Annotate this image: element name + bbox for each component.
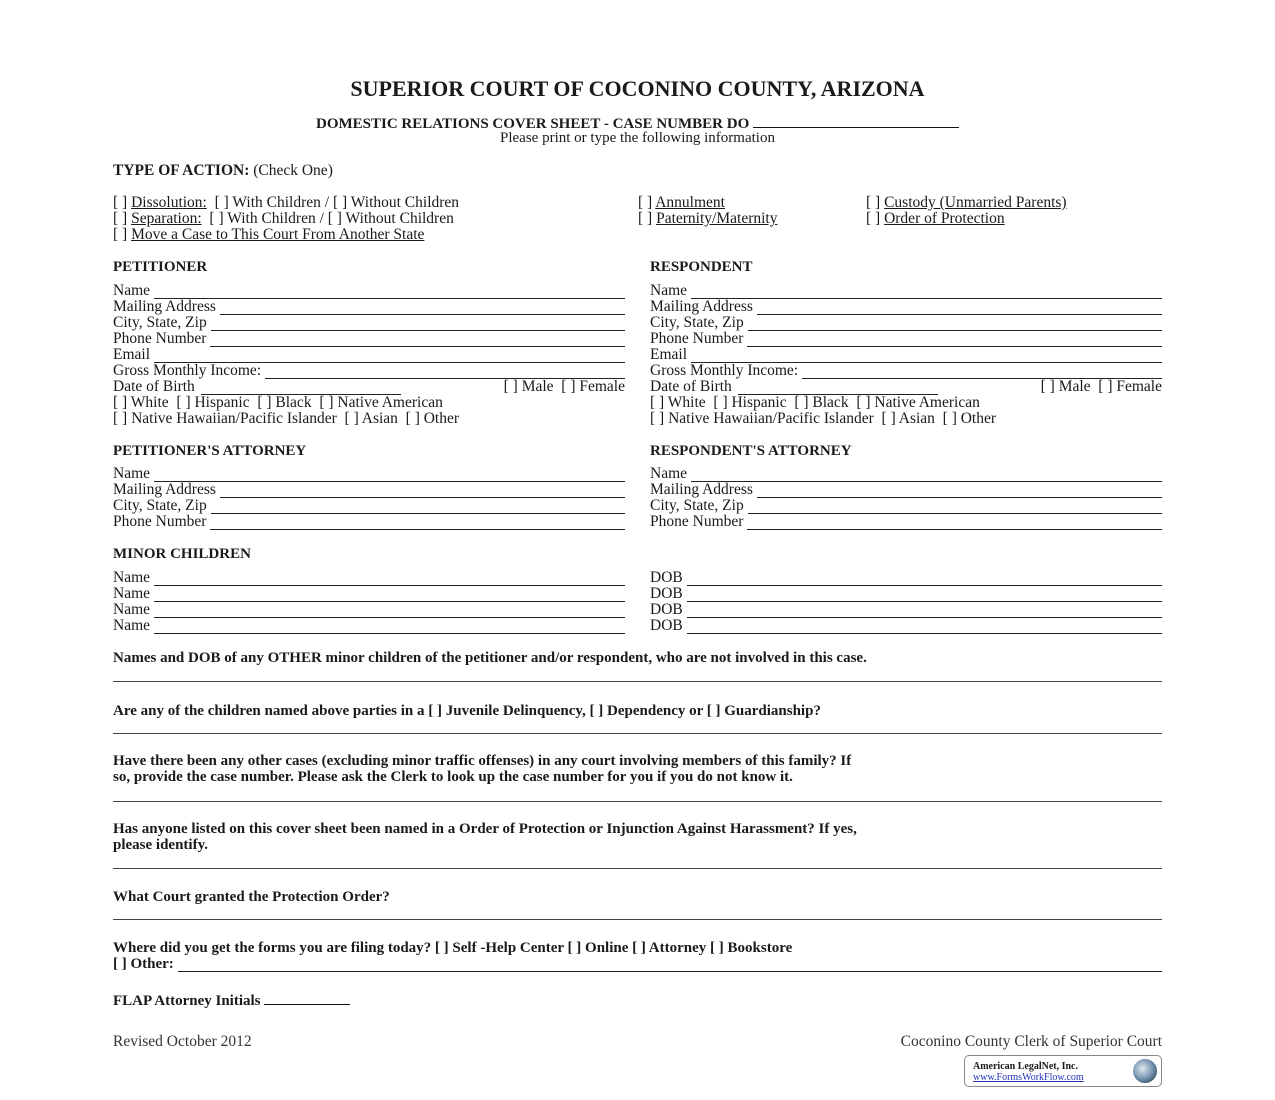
respondent-field-email bbox=[650, 347, 1162, 363]
custody-label: Custody (Unmarried Parents) bbox=[884, 194, 1067, 211]
resp_attorney-heading: RESPONDENT'S ATTORNEY bbox=[650, 443, 852, 459]
field-input[interactable] bbox=[211, 317, 625, 331]
field-label: Name bbox=[650, 282, 688, 299]
field-label: DOB bbox=[650, 601, 683, 618]
field-input[interactable] bbox=[687, 572, 1162, 586]
respondent-field-phone-number bbox=[650, 331, 1162, 347]
checkbox[interactable]: [ ] bbox=[113, 210, 128, 227]
field-label: Email bbox=[113, 346, 151, 363]
logo-url[interactable]: www.FormsWorkFlow.com bbox=[973, 1072, 1084, 1083]
child-dob-field bbox=[650, 586, 1162, 602]
action-dissolution[interactable] bbox=[113, 195, 459, 211]
action-custody[interactable] bbox=[866, 195, 1067, 211]
field-label: DOB bbox=[650, 569, 683, 586]
action-protection[interactable] bbox=[866, 211, 1005, 227]
flap-label: FLAP Attorney Initials bbox=[113, 993, 261, 1009]
child-dob-field bbox=[650, 618, 1162, 634]
answer-line[interactable] bbox=[113, 681, 1162, 682]
answer-line[interactable] bbox=[113, 733, 1162, 734]
dob-input[interactable] bbox=[201, 381, 401, 395]
field-label: Gross Monthly Income: bbox=[113, 362, 262, 379]
type-of-action bbox=[113, 163, 333, 179]
field-label: DOB bbox=[650, 585, 683, 602]
resp_attorney-field-mailing-address bbox=[650, 482, 1162, 498]
child-name-field bbox=[113, 618, 625, 634]
field-label: City, State, Zip bbox=[650, 497, 744, 514]
checkbox[interactable]: [ ] bbox=[638, 210, 653, 227]
field-input[interactable] bbox=[757, 484, 1162, 498]
checkbox[interactable]: [ ] bbox=[638, 194, 653, 211]
action-separation[interactable] bbox=[113, 211, 454, 227]
question-other-cases-2: so, provide the case number. Please ask the Clerk to look up the case number for you if you do not know it. bbox=[113, 769, 793, 785]
field-input[interactable] bbox=[220, 301, 625, 315]
field-input[interactable] bbox=[210, 333, 625, 347]
question-other-cases-1: Have there been any other cases (excluding minor traffic offenses) in any court involving members of this family? If bbox=[113, 753, 852, 769]
field-input[interactable] bbox=[210, 516, 625, 530]
checkbox[interactable]: [ ] bbox=[866, 194, 881, 211]
field-input[interactable] bbox=[691, 468, 1162, 482]
field-label: Name bbox=[650, 465, 688, 482]
petitioner-heading: PETITIONER bbox=[113, 259, 208, 275]
dob-label: Date of Birth bbox=[650, 378, 732, 395]
question-other-children: Names and DOB of any OTHER minor children of the petitioner and/or respondent, who are not involved in this case. bbox=[113, 650, 867, 666]
children-options[interactable]: [ ] With Children / [ ] Without Children bbox=[214, 194, 460, 211]
field-input[interactable] bbox=[747, 516, 1162, 530]
respondent-dob-row bbox=[650, 379, 1162, 395]
child-name-field bbox=[113, 586, 625, 602]
flap-input[interactable] bbox=[264, 991, 350, 1005]
field-label: Phone Number bbox=[113, 330, 207, 347]
field-input[interactable] bbox=[220, 484, 625, 498]
field-label: Name bbox=[113, 282, 151, 299]
field-label: Mailing Address bbox=[650, 298, 753, 315]
answer-line[interactable] bbox=[113, 919, 1162, 920]
respondent-race-options-2[interactable]: [ ] Native Hawaiian/Pacific Islander [ ] Asian [ ] Other bbox=[650, 410, 997, 427]
field-input[interactable] bbox=[154, 572, 625, 586]
dob-input[interactable] bbox=[738, 381, 938, 395]
annulment-label: Annulment bbox=[655, 194, 725, 211]
clerk-name: Coconino County Clerk of Superior Court bbox=[900, 1033, 1162, 1050]
gender-options[interactable]: [ ] Male [ ] Female bbox=[1040, 378, 1162, 395]
resp_attorney-field-city-state-zip bbox=[650, 498, 1162, 514]
field-input[interactable] bbox=[211, 500, 625, 514]
field-label: Name bbox=[113, 585, 151, 602]
action-paternity[interactable] bbox=[638, 211, 777, 227]
petitioner-race-options-1[interactable]: [ ] White [ ] Hispanic [ ] Black [ ] Native American bbox=[113, 394, 443, 411]
field-label: Mailing Address bbox=[113, 481, 216, 498]
pet_attorney-field-phone-number bbox=[113, 514, 625, 530]
dissolution-label: Dissolution: bbox=[131, 194, 207, 211]
dob-label: Date of Birth bbox=[113, 378, 195, 395]
field-input[interactable] bbox=[748, 317, 1162, 331]
petitioner-field-mailing-address bbox=[113, 299, 625, 315]
field-label: Phone Number bbox=[113, 513, 207, 530]
globe-icon bbox=[1133, 1059, 1157, 1083]
question-court: What Court granted the Protection Order? bbox=[113, 889, 390, 905]
field-input[interactable] bbox=[757, 301, 1162, 315]
field-input[interactable] bbox=[691, 285, 1162, 299]
logo-name: American LegalNet, Inc. bbox=[973, 1061, 1078, 1072]
field-label: Name bbox=[113, 569, 151, 586]
field-label: Name bbox=[113, 617, 151, 634]
resp_attorney-field-name bbox=[650, 466, 1162, 482]
petitioner-field-name bbox=[113, 283, 625, 299]
protection-label: Order of Protection bbox=[884, 210, 1005, 227]
instructions: Please print or type the following information bbox=[500, 130, 775, 146]
answer-line[interactable] bbox=[113, 801, 1162, 802]
petitioner-field-city-state-zip bbox=[113, 315, 625, 331]
field-input[interactable] bbox=[802, 365, 1162, 379]
field-label: Gross Monthly Income: bbox=[650, 362, 799, 379]
checkbox[interactable]: [ ] bbox=[113, 194, 128, 211]
respondent-race-options-1[interactable]: [ ] White [ ] Hispanic [ ] Black [ ] Native American bbox=[650, 394, 980, 411]
field-label: Mailing Address bbox=[650, 481, 753, 498]
checkbox[interactable]: [ ] bbox=[113, 226, 128, 243]
field-input[interactable] bbox=[154, 588, 625, 602]
action-annulment[interactable] bbox=[638, 195, 725, 211]
respondent-field-mailing-address bbox=[650, 299, 1162, 315]
other-label: [ ] Other: bbox=[113, 956, 174, 972]
move-case-label: Move a Case to This Court From Another State bbox=[131, 226, 425, 243]
field-input[interactable] bbox=[687, 604, 1162, 618]
field-input[interactable] bbox=[154, 349, 625, 363]
separation-label: Separation: bbox=[131, 210, 202, 227]
type-of-action-label: TYPE OF ACTION: bbox=[113, 162, 250, 179]
other-input[interactable] bbox=[178, 958, 1162, 972]
other-source-row bbox=[113, 956, 1162, 972]
child-name-field bbox=[113, 570, 625, 586]
field-input[interactable] bbox=[154, 468, 625, 482]
field-label: City, State, Zip bbox=[113, 497, 207, 514]
field-input[interactable] bbox=[154, 285, 625, 299]
field-label: Mailing Address bbox=[113, 298, 216, 315]
field-input[interactable] bbox=[687, 620, 1162, 634]
field-input[interactable] bbox=[265, 365, 625, 379]
field-label: Phone Number bbox=[650, 513, 744, 530]
petitioner-field-phone-number bbox=[113, 331, 625, 347]
child-dob-field bbox=[650, 570, 1162, 586]
subtitle: DOMESTIC RELATIONS COVER SHEET - CASE NUMBER DO bbox=[315, 116, 750, 132]
question-forms-source: Where did you get the forms you are filing today? [ ] Self -Help Center [ ] Online [ ] Attorney [ ] Bookstore bbox=[113, 940, 793, 956]
american-legalnet-logo[interactable] bbox=[964, 1055, 1162, 1087]
pet_attorney-field-name bbox=[113, 466, 625, 482]
petitioner-field-email bbox=[113, 347, 625, 363]
question-protection-2: please identify. bbox=[113, 837, 209, 853]
question-protection-1: Has anyone listed on this cover sheet been named in a Order of Protection or Injunction Against Harassment? If yes, bbox=[113, 821, 857, 837]
minor-children-heading: MINOR CHILDREN bbox=[113, 546, 251, 562]
child-dob-field bbox=[650, 602, 1162, 618]
respondent-field-name bbox=[650, 283, 1162, 299]
field-label: Name bbox=[113, 465, 151, 482]
field-input[interactable] bbox=[691, 349, 1162, 363]
pet_attorney-heading: PETITIONER'S ATTORNEY bbox=[113, 443, 307, 459]
pet_attorney-field-mailing-address bbox=[113, 482, 625, 498]
field-label: DOB bbox=[650, 617, 683, 634]
field-input[interactable] bbox=[748, 500, 1162, 514]
type-of-action-hint: (Check One) bbox=[253, 162, 333, 179]
field-label: City, State, Zip bbox=[113, 314, 207, 331]
field-label: Email bbox=[650, 346, 688, 363]
field-input[interactable] bbox=[687, 588, 1162, 602]
action-move-case[interactable] bbox=[113, 227, 424, 243]
gender-options[interactable]: [ ] Male [ ] Female bbox=[503, 378, 625, 395]
pet_attorney-field-city-state-zip bbox=[113, 498, 625, 514]
respondent-heading: RESPONDENT bbox=[650, 259, 753, 275]
checkbox[interactable]: [ ] bbox=[866, 210, 881, 227]
field-label: Phone Number bbox=[650, 330, 744, 347]
revised-date: Revised October 2012 bbox=[113, 1033, 252, 1050]
question-juvenile: Are any of the children named above parties in a [ ] Juvenile Delinquency, [ ] Dependency or [ ] Guardianship? bbox=[113, 703, 821, 719]
paternity-label: Paternity/Maternity bbox=[656, 210, 778, 227]
respondent-field-city-state-zip bbox=[650, 315, 1162, 331]
flap-row bbox=[113, 991, 350, 1009]
petitioner-dob-row bbox=[113, 379, 625, 395]
field-label: Name bbox=[113, 601, 151, 618]
children-options[interactable]: [ ] With Children / [ ] Without Children bbox=[209, 210, 454, 227]
field-input[interactable] bbox=[154, 604, 625, 618]
field-input[interactable] bbox=[154, 620, 625, 634]
field-input[interactable] bbox=[747, 333, 1162, 347]
page-title: SUPERIOR COURT OF COCONINO COUNTY, ARIZONA bbox=[350, 76, 925, 101]
resp_attorney-field-phone-number bbox=[650, 514, 1162, 530]
respondent-field-gross-monthly-income- bbox=[650, 363, 1162, 379]
field-label: City, State, Zip bbox=[650, 314, 744, 331]
petitioner-race-options-2[interactable]: [ ] Native Hawaiian/Pacific Islander [ ] Asian [ ] Other bbox=[113, 410, 460, 427]
case-number-field[interactable] bbox=[753, 114, 959, 128]
petitioner-field-gross-monthly-income- bbox=[113, 363, 625, 379]
answer-line[interactable] bbox=[113, 868, 1162, 869]
child-name-field bbox=[113, 602, 625, 618]
